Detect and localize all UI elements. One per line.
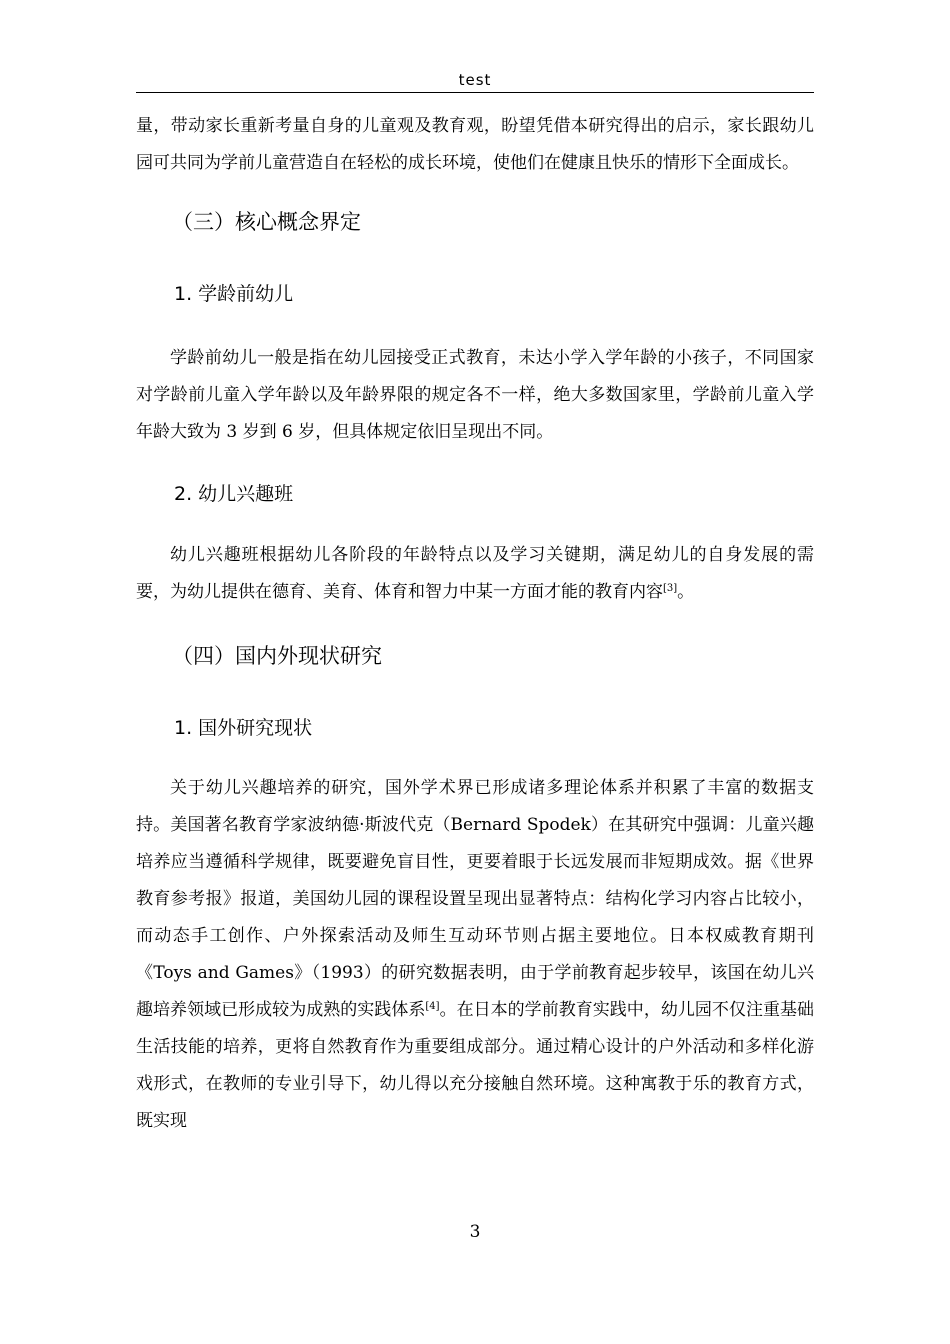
subheading-preschool-children: 1. 学龄前幼儿: [174, 283, 294, 305]
subheading-foreign-research: 1. 国外研究现状: [174, 717, 313, 739]
section-heading-research-status: （四）国内外现状研究: [172, 644, 382, 668]
paragraph-intro-continuation: 量，带动家长重新考量自身的儿童观及教育观，盼望凭借本研究得出的启示，家长跟幼儿园可共同为学前儿童营造自在轻松的成长环境，使他们在健康且快乐的情形下全面成长。: [136, 116, 814, 173]
paragraph-foreign-research-part2: 。在日本的学前教育实践中，幼儿园不仅注重基础生活技能的培养，更将自然教育作为重要组成部分。通过精心设计的户外活动和多样化游戏形式，在教师的专业引导下，幼儿得以充分接触自然环境。这种寓教于乐的教育方式，既实现: [136, 1000, 815, 1131]
paragraph-interest-class-text: 幼儿兴趣班根据幼儿各阶段的年龄特点以及学习关键期，满足幼儿的自身发展的需要，为幼儿提供在德育、美育、体育和智力中某一方面才能的教育内容: [136, 545, 814, 602]
paragraph-foreign-research: [136, 770, 814, 1140]
page-header: test: [458, 71, 492, 89]
page-number: 3: [469, 1222, 481, 1242]
subheading-interest-class: 2. 幼儿兴趣班: [174, 483, 294, 505]
paragraph-foreign-research-part1: 关于幼儿兴趣培养的研究，国外学术界已形成诸多理论体系并积累了丰富的数据支持。美国著名教育学家波纳德·斯波代克（Bernard Spodek）在其研究中强调：儿童兴趣培养应当遵循科学规律，既要避免盲目性，更要着眼于长远发展而非短期成效。据《世界教育参考报》报道，美国幼儿园的课程设置呈现出显著特点：结构化学习内容占比较小，而动态手工创作、户外探索活动及师生互动环节则占据主要地位。日本权威教育期刊《Toys and Games》（1993）的研究数据表明，由于学前教育起步较早，该国在幼儿兴趣培养领域已形成较为成熟的实践体系: [136, 778, 814, 1020]
paragraph-interest-class-end: 。: [677, 582, 695, 602]
document-body: [136, 108, 814, 1140]
citation-4: [4]: [425, 1001, 440, 1012]
citation-3: [3]: [663, 583, 678, 594]
paragraph-preschool-children: 学龄前幼儿一般是指在幼儿园接受正式教育，未达小学入学年龄的小孩子，不同国家对学龄前儿童入学年龄以及年龄界限的规定各不一样，绝大多数国家里，学龄前儿童入学年龄大致为 3 岁到 6 岁，但具体规定依旧呈现出不同。: [136, 348, 814, 442]
paragraph-interest-class: [136, 537, 814, 611]
section-heading-core-concepts: （三）核心概念界定: [172, 210, 361, 234]
header-rule: [136, 92, 814, 93]
